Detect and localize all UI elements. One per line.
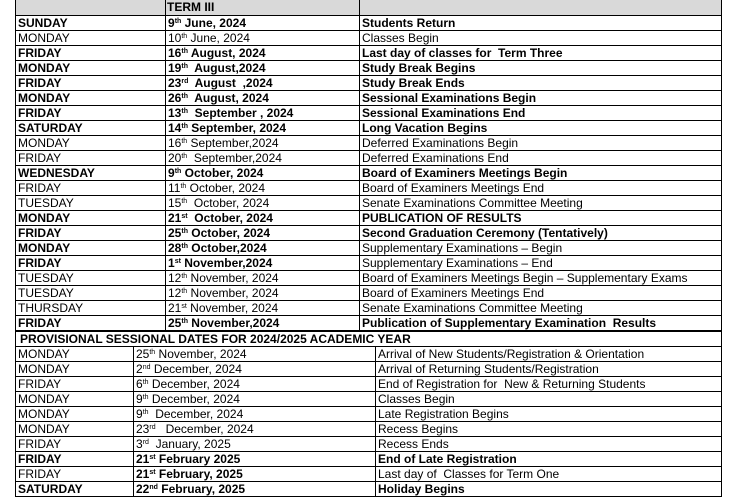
date-month-year: December, 2024 [148,392,240,406]
date-ordinal-suffix: th [181,318,188,325]
event-cell: Senate Examinations Committee Meeting [360,196,722,211]
date-day-number: 21 [136,452,150,466]
date-day-number: 21 [168,211,182,225]
date-day-number: 25 [168,316,182,330]
date-cell [166,226,360,241]
date-cell [166,91,360,106]
event-cell: Board of Examiners Meetings End [360,286,722,301]
date-day-number: 2 [136,362,143,376]
day-cell: MONDAY [16,91,166,106]
date-ordinal-suffix: st [149,454,156,461]
date-cell [166,301,360,316]
date-month-year: September,2024 [187,136,279,150]
date-cell [166,16,360,31]
event-cell: Classes Begin [376,392,722,407]
term-row [16,196,722,211]
date-day-number: 12 [168,286,182,300]
date-ordinal-suffix: th [181,288,188,295]
provisional-row [16,437,722,452]
term-row [16,16,722,31]
provisional-row [16,392,722,407]
date-day-number: 19 [168,61,182,75]
date-cell [134,422,376,437]
date-day-number: 3 [136,437,143,451]
term-row [16,106,722,121]
event-cell: Long Vacation Begins [360,121,722,136]
date-day-number: 26 [168,91,182,105]
provisional-row [16,422,722,437]
date-month-year: November, 2024 [187,271,279,285]
date-month-year: November, 2024 [187,286,279,300]
day-cell: FRIDAY [16,316,166,331]
date-cell [166,31,360,46]
day-cell: MONDAY [16,241,166,256]
date-month-year: September, 2024 [187,121,287,135]
day-cell: SUNDAY [16,16,166,31]
date-cell [134,437,376,452]
date-month-year: February 2025 [155,452,241,466]
date-cell [134,452,376,467]
date-ordinal-suffix: th [181,48,188,55]
term-row [16,226,722,241]
term-heading-row [16,0,722,16]
date-cell [134,407,376,422]
event-cell: Study Break Ends [360,76,722,91]
provisional-row [16,377,722,392]
date-cell [166,166,360,181]
date-month-year: October, 2024 [187,226,271,240]
date-cell [166,151,360,166]
date-ordinal-suffix: st [174,258,181,265]
date-day-number: 15 [168,196,182,210]
day-cell: MONDAY [16,136,166,151]
event-cell: Late Registration Begins [376,407,722,422]
day-cell: MONDAY [16,347,134,362]
day-cell: FRIDAY [16,437,134,452]
term-row [16,316,722,331]
term-row [16,61,722,76]
date-day-number: 14 [168,121,182,135]
date-ordinal-suffix: th [181,273,188,280]
date-ordinal-suffix: rd [181,78,189,85]
date-ordinal-suffix: th [181,153,188,160]
date-month-year: February, 2025 [155,467,243,481]
date-day-number: 23 [168,76,182,90]
event-cell: Students Return [360,16,722,31]
date-cell [166,121,360,136]
event-cell: Recess Begins [376,422,722,437]
term-row [16,301,722,316]
date-cell [166,286,360,301]
date-ordinal-suffix: rd [142,439,149,446]
date-ordinal-suffix: th [181,63,188,70]
date-month-year: February, 2025 [157,482,246,496]
date-ordinal-suffix: th [181,33,188,40]
term-row [16,31,722,46]
date-month-year: August ,2024 [188,76,273,90]
day-cell: SATURDAY [16,482,134,497]
day-cell: FRIDAY [16,76,166,91]
date-month-year: November, 2024 [186,301,279,315]
date-month-year: August,2024 [187,61,266,75]
date-month-year: November,2024 [180,256,273,270]
term-row [16,91,722,106]
date-cell [166,181,360,196]
day-cell: MONDAY [16,392,134,407]
term-row [16,46,722,61]
date-ordinal-suffix: st [181,303,187,310]
term-row [16,136,722,151]
date-ordinal-suffix: th [142,379,149,386]
date-day-number: 13 [168,106,182,120]
date-cell [134,467,376,482]
event-cell: Deferred Examinations Begin [360,136,722,151]
day-cell: FRIDAY [16,256,166,271]
date-cell [166,241,360,256]
date-month-year: June, 2024 [181,16,247,30]
provisional-row [16,362,722,377]
date-ordinal-suffix: th [174,18,182,25]
term-row [16,256,722,271]
date-day-number: 9 [136,392,143,406]
date-day-number: 9 [168,166,175,180]
date-month-year: September , 2024 [187,106,294,120]
date-month-year: October,2024 [187,241,267,255]
date-day-number: 23 [136,422,150,436]
date-cell [166,46,360,61]
event-cell: End of Late Registration [376,452,722,467]
day-cell: FRIDAY [16,226,166,241]
date-month-year: December, 2024 [155,422,254,436]
date-ordinal-suffix: th [181,138,188,145]
event-cell: PUBLICATION OF RESULTS [360,211,722,226]
term-heading-blank-right [360,0,722,16]
date-month-year: October, 2024 [187,196,270,210]
date-cell [166,76,360,91]
date-ordinal-suffix: th [181,123,188,130]
day-cell: FRIDAY [16,46,166,61]
event-cell: Sessional Examinations Begin [360,91,722,106]
event-cell: Last day of Classes for Term One [376,467,722,482]
day-cell: TUESDAY [16,271,166,286]
date-day-number: 22 [136,482,150,496]
date-day-number: 16 [168,46,182,60]
event-cell: Classes Begin [360,31,722,46]
day-cell: FRIDAY [16,452,134,467]
day-cell: TUESDAY [16,286,166,301]
date-month-year: December, 2024 [148,377,240,391]
event-cell: Arrival of New Students/Registration & Orientation [376,347,722,362]
date-month-year: October, 2024 [186,181,266,195]
day-cell: FRIDAY [16,106,166,121]
date-month-year: November,2024 [187,316,280,330]
provisional-heading-row [16,332,722,347]
date-day-number: 28 [168,241,182,255]
date-day-number: 1 [168,256,175,270]
day-cell: MONDAY [16,407,134,422]
date-ordinal-suffix: th [181,243,188,250]
date-day-number: 6 [136,377,143,391]
day-cell: MONDAY [16,422,134,437]
term-row [16,181,722,196]
date-ordinal-suffix: th [181,93,188,100]
day-cell: MONDAY [16,211,166,226]
date-cell [166,136,360,151]
term-row [16,241,722,256]
event-cell: End of Registration for New & Returning Students [376,377,722,392]
day-cell: FRIDAY [16,467,134,482]
event-cell: Board of Examiners Meetings End [360,181,722,196]
date-day-number: 16 [168,136,182,150]
day-cell: FRIDAY [16,151,166,166]
date-month-year: September,2024 [187,151,282,165]
date-month-year: June, 2024 [187,31,250,45]
event-cell: Arrival of Returning Students/Registration [376,362,722,377]
day-cell: SATURDAY [16,121,166,136]
date-ordinal-suffix: th [180,183,187,190]
day-cell: TUESDAY [16,196,166,211]
date-ordinal-suffix: nd [149,484,158,491]
date-day-number: 9 [168,16,175,30]
date-ordinal-suffix: st [181,213,188,220]
date-ordinal-suffix: rd [149,424,156,431]
date-day-number: 25 [168,226,182,240]
date-cell [166,106,360,121]
term-heading: TERM III [166,0,360,16]
provisional-dates-table [15,331,722,497]
event-cell: Second Graduation Ceremony (Tentatively) [360,226,722,241]
day-cell: FRIDAY [16,181,166,196]
date-day-number: 11 [168,181,181,195]
date-cell [134,362,376,377]
date-cell [134,347,376,362]
date-month-year: January, 2025 [148,437,231,451]
date-ordinal-suffix: th [181,108,188,115]
date-month-year: October, 2024 [187,211,273,225]
event-cell: Holiday Begins [376,482,722,497]
event-cell: Senate Examinations Committee Meeting [360,301,722,316]
event-cell: Last day of classes for Term Three [360,46,722,61]
date-cell [166,316,360,331]
provisional-row [16,467,722,482]
date-day-number: 21 [136,467,150,481]
date-ordinal-suffix: th [181,198,188,205]
provisional-row [16,452,722,467]
term-row [16,286,722,301]
provisional-row [16,347,722,362]
event-cell: Deferred Examinations End [360,151,722,166]
provisional-row [16,482,722,497]
date-ordinal-suffix: nd [142,364,151,371]
day-cell: MONDAY [16,362,134,377]
event-cell: Board of Examiners Meetings Begin – Supplementary Exams [360,271,722,286]
date-cell [166,196,360,211]
provisional-row [16,407,722,422]
term-row [16,151,722,166]
date-day-number: 12 [168,271,182,285]
date-day-number: 9 [136,407,143,421]
event-cell: Supplementary Examinations – End [360,256,722,271]
provisional-heading: PROVISIONAL SESSIONAL DATES FOR 2024/2025 ACADEMIC YEAR [16,332,722,347]
date-month-year: August, 2024 [187,91,269,105]
term-three-table [15,0,722,331]
date-ordinal-suffix: th [181,228,188,235]
term-row [16,121,722,136]
date-month-year: December, 2024 [148,407,244,421]
date-month-year: December, 2024 [150,362,242,376]
date-day-number: 20 [168,151,182,165]
date-ordinal-suffix: th [142,409,149,416]
date-day-number: 10 [168,31,182,45]
date-ordinal-suffix: th [142,394,149,401]
date-cell [166,211,360,226]
day-cell: FRIDAY [16,377,134,392]
term-heading-blank [16,0,166,16]
term-row [16,271,722,286]
date-day-number: 25 [136,347,150,361]
date-cell [166,271,360,286]
term-row [16,211,722,226]
event-cell: Publication of Supplementary Examination Results [360,316,722,331]
day-cell: MONDAY [16,31,166,46]
event-cell: Recess Ends [376,437,722,452]
date-cell [134,392,376,407]
event-cell: Study Break Begins [360,61,722,76]
date-month-year: October, 2024 [181,166,264,180]
event-cell: Supplementary Examinations – Begin [360,241,722,256]
date-cell [166,256,360,271]
date-month-year: August, 2024 [187,46,266,60]
term-row [16,166,722,181]
date-cell [134,482,376,497]
day-cell: WEDNESDAY [16,166,166,181]
term-row [16,76,722,91]
date-cell [134,377,376,392]
date-cell [166,61,360,76]
date-ordinal-suffix: st [149,469,156,476]
event-cell: Board of Examiners Meetings Begin [360,166,722,181]
date-month-year: November, 2024 [155,347,247,361]
date-day-number: 21 [168,301,182,315]
date-ordinal-suffix: th [174,168,182,175]
day-cell: MONDAY [16,61,166,76]
date-ordinal-suffix: th [149,349,156,356]
day-cell: THURSDAY [16,301,166,316]
event-cell: Sessional Examinations End [360,106,722,121]
